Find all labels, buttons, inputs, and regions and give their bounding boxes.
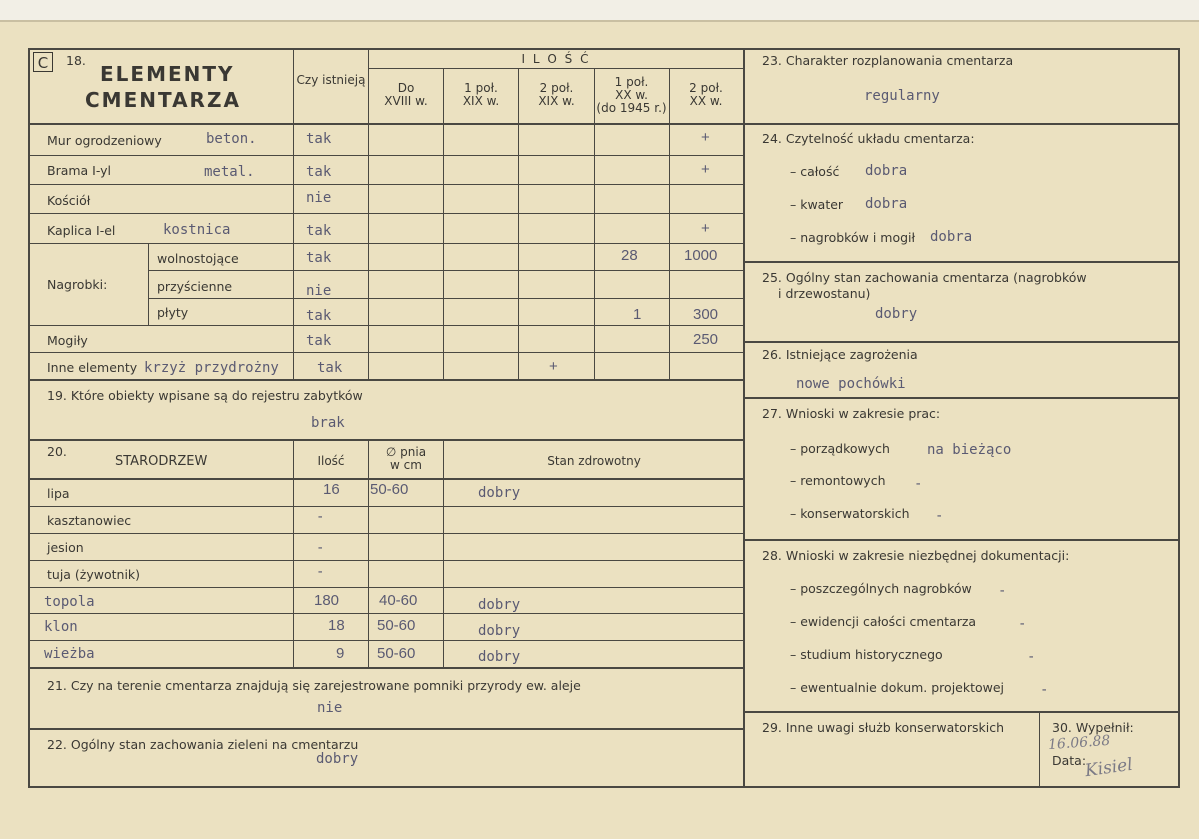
row-plyty-exists: tak xyxy=(306,308,332,324)
q29-label: 29. Inne uwagi służb konserwatorskich xyxy=(762,720,1004,735)
row-brama-label: Brama I-yl xyxy=(47,163,112,178)
grid-line xyxy=(28,640,744,641)
row-kosciol-exists: nie xyxy=(306,190,332,206)
tree-name: jesion xyxy=(47,540,84,555)
q27-porz-value: na bieżąco xyxy=(927,442,1012,458)
grid-line xyxy=(28,155,744,156)
row-wolno-label: wolnostojące xyxy=(157,251,239,266)
tree-diam: 50-60 xyxy=(377,645,416,662)
row-plyty-xx1: 1 xyxy=(633,306,642,323)
grid-line xyxy=(28,587,744,588)
q19-value: brak xyxy=(311,415,345,431)
row-kaplica-label: Kaplica I-el xyxy=(47,223,116,238)
tree-state: dobry xyxy=(478,485,521,501)
row-wolno-exists: tak xyxy=(306,250,332,266)
q24-label: 24. Czytelność układu cmentarza: xyxy=(762,131,975,146)
row-brama-exists: tak xyxy=(306,164,332,180)
q28-c-value: - xyxy=(1027,649,1036,665)
row-brama-xx2: + xyxy=(701,161,710,178)
q25-label-1: 25. Ogólny stan zachowania cmentarza (nagrobków xyxy=(762,270,1087,285)
q18-title-line2: CMENTARZA xyxy=(85,88,241,112)
row-mogily-label: Mogiły xyxy=(47,333,88,348)
q30-signature: Kisiel xyxy=(1083,754,1134,782)
grid-line xyxy=(148,298,744,299)
col-header-xviii: Do XVIII w. xyxy=(384,81,428,108)
q22-label: 22. Ogólny stan zachowania zieleni na cmentarzu xyxy=(47,737,359,752)
grid-line xyxy=(744,261,1180,263)
tree-name: wieżba xyxy=(44,646,95,662)
grid-line xyxy=(28,560,744,561)
grid-line xyxy=(28,213,744,214)
q19-label: 19. Które obiekty wpisane są do rejestru zabytków xyxy=(47,388,363,403)
row-plyty-xx2: 300 xyxy=(693,306,719,323)
grid-line xyxy=(518,68,519,379)
row-mur-material: beton. xyxy=(206,131,257,147)
q27-rem-label: – remontowych xyxy=(790,473,886,488)
row-kosciol-label: Kościół xyxy=(47,193,91,208)
q27-kons-label: – konserwatorskich xyxy=(790,506,910,521)
row-inne-label: Inne elementy xyxy=(47,360,138,375)
grid-line xyxy=(148,243,149,325)
row-nagrobki-label: Nagrobki: xyxy=(47,277,108,292)
row-kaplica-xx2: + xyxy=(701,220,710,237)
q18-number: 18. xyxy=(66,53,86,68)
tree-qty: - xyxy=(316,509,325,525)
tree-name: lipa xyxy=(47,486,70,501)
grid-line xyxy=(28,533,744,534)
grid-line xyxy=(28,439,744,441)
grid-line xyxy=(443,68,444,379)
q18-title-line1: ELEMENTY xyxy=(100,62,235,86)
q30-date-handwritten: 16.06.88 xyxy=(1047,732,1111,754)
grid-line xyxy=(744,539,1180,541)
row-mur-label: Mur ogrodzeniowy xyxy=(47,133,162,148)
grid-line xyxy=(368,439,369,667)
row-inne-exists: tak xyxy=(317,360,343,376)
q22-value: dobry xyxy=(316,751,359,767)
row-przysc-exists: nie xyxy=(306,283,332,299)
grid-line xyxy=(28,243,744,244)
grid-line xyxy=(744,123,1180,125)
q26-value: nowe pochówki xyxy=(796,376,906,392)
row-inne-xix2: + xyxy=(549,358,558,375)
grid-line xyxy=(28,728,744,730)
q28-a-label: – poszczególnych nagrobków xyxy=(790,581,972,596)
col-header-exists: Czy istnieją xyxy=(296,73,366,87)
row-mur-exists: tak xyxy=(306,131,332,147)
tree-state: dobry xyxy=(478,623,521,639)
row-mogily-xx2: 250 xyxy=(693,331,719,348)
q20-col-pnia: ∅ pnia w cm xyxy=(385,445,427,472)
tree-qty: 16 xyxy=(323,481,340,498)
tree-name: topola xyxy=(44,594,95,610)
tree-qty: 18 xyxy=(328,617,345,634)
col-header-xx2: 2 poł. XX w. xyxy=(689,81,723,108)
row-kaplica-material: kostnica xyxy=(163,222,231,238)
paper-edge xyxy=(0,0,1199,22)
row-mogily-exists: tak xyxy=(306,333,332,349)
tree-name: klon xyxy=(44,619,78,635)
q30-data-label: Data: xyxy=(1052,753,1087,768)
grid-line xyxy=(1039,711,1040,788)
tree-qty: - xyxy=(316,564,325,580)
row-kaplica-exists: tak xyxy=(306,223,332,239)
tree-qty: 9 xyxy=(336,645,345,662)
tree-state: dobry xyxy=(478,597,521,613)
q28-b-label: – ewidencji całości cmentarza xyxy=(790,614,977,629)
center-divider xyxy=(743,48,745,788)
q21-value: nie xyxy=(317,700,343,716)
q25-label-2: i drzewostanu) xyxy=(778,286,871,301)
q24-kwater-label: – kwater xyxy=(790,197,844,212)
grid-line xyxy=(28,506,744,507)
q25-value: dobry xyxy=(875,306,918,322)
grid-line xyxy=(443,439,444,667)
q28-a-value: - xyxy=(998,583,1007,599)
q23-label: 23. Charakter rozplanowania cmentarza xyxy=(762,53,1014,68)
tree-name: tuja (żywotnik) xyxy=(47,567,141,582)
q28-b-value: - xyxy=(1018,616,1027,632)
q24-nagrobkow-value: dobra xyxy=(930,229,973,245)
grid-line xyxy=(28,352,744,353)
grid-line xyxy=(744,341,1180,343)
q20-col-ilosc: Ilość xyxy=(317,454,345,468)
tree-state: dobry xyxy=(478,649,521,665)
q27-rem-value: - xyxy=(914,476,923,492)
row-plyty-label: płyty xyxy=(157,305,189,320)
tree-qty: 180 xyxy=(314,592,340,609)
grid-line xyxy=(28,123,744,125)
grid-line xyxy=(28,478,744,480)
grid-line xyxy=(293,439,294,667)
row-przysc-label: przyścienne xyxy=(157,279,233,294)
q20-title: STARODRZEW xyxy=(115,454,208,469)
q24-nagrobkow-label: – nagrobków i mogił xyxy=(790,230,916,245)
grid-line xyxy=(28,325,744,326)
grid-line xyxy=(744,397,1180,399)
section-letter-box: C xyxy=(33,52,53,72)
q23-value: regularny xyxy=(864,88,940,104)
col-header-ilosc: I L O Ś Ć xyxy=(521,52,591,66)
q28-d-label: – ewentualnie dokum. projektowej xyxy=(790,680,1005,695)
form-frame xyxy=(28,48,1180,788)
q24-calosc-value: dobra xyxy=(865,163,908,179)
col-header-xix2: 2 poł. XIX w. xyxy=(538,81,575,108)
q28-d-value: - xyxy=(1040,682,1049,698)
grid-line xyxy=(28,613,744,614)
q24-kwater-value: dobra xyxy=(865,196,908,212)
q24-calosc-label: – całość xyxy=(790,164,840,179)
q30-label: 30. Wypełnił: xyxy=(1052,720,1134,735)
grid-line xyxy=(148,270,744,271)
grid-line xyxy=(669,68,670,379)
grid-line xyxy=(744,711,1180,713)
q20-col-stan: Stan zdrowotny xyxy=(547,454,641,468)
q27-porz-label: – porządkowych xyxy=(790,441,890,456)
tree-name: kasztanowiec xyxy=(47,513,132,528)
q27-kons-value: - xyxy=(935,508,944,524)
tree-diam: 50-60 xyxy=(377,617,416,634)
col-header-xix1: 1 poł. XIX w. xyxy=(462,81,500,108)
row-wolno-xx2: 1000 xyxy=(684,247,718,264)
q21-label: 21. Czy na terenie cmentarza znajdują się zarejestrowane pomniki przyrody ew. aleje xyxy=(47,678,581,693)
tree-qty: - xyxy=(316,540,325,556)
q28-label: 28. Wnioski w zakresie niezbędnej dokumentacji: xyxy=(762,548,1070,563)
tree-diam: 40-60 xyxy=(379,592,418,609)
row-mur-xx2: + xyxy=(701,129,710,146)
row-wolno-xx1: 28 xyxy=(621,247,638,264)
grid-line xyxy=(28,184,744,185)
q27-label: 27. Wnioski w zakresie prac: xyxy=(762,406,941,421)
row-brama-material: metal. xyxy=(204,164,255,180)
tree-diam: 50-60 xyxy=(370,481,409,498)
grid-line xyxy=(28,379,744,381)
q26-label: 26. Istniejące zagrożenia xyxy=(762,347,918,362)
grid-line xyxy=(368,68,744,69)
q20-number: 20. xyxy=(47,444,67,459)
grid-line xyxy=(28,667,744,669)
col-header-xx1: 1 poł. XX w. (do 1945 r.) xyxy=(596,75,667,115)
q28-c-label: – studium historycznego xyxy=(790,647,943,662)
row-inne-material: krzyż przydrożny xyxy=(144,360,279,376)
